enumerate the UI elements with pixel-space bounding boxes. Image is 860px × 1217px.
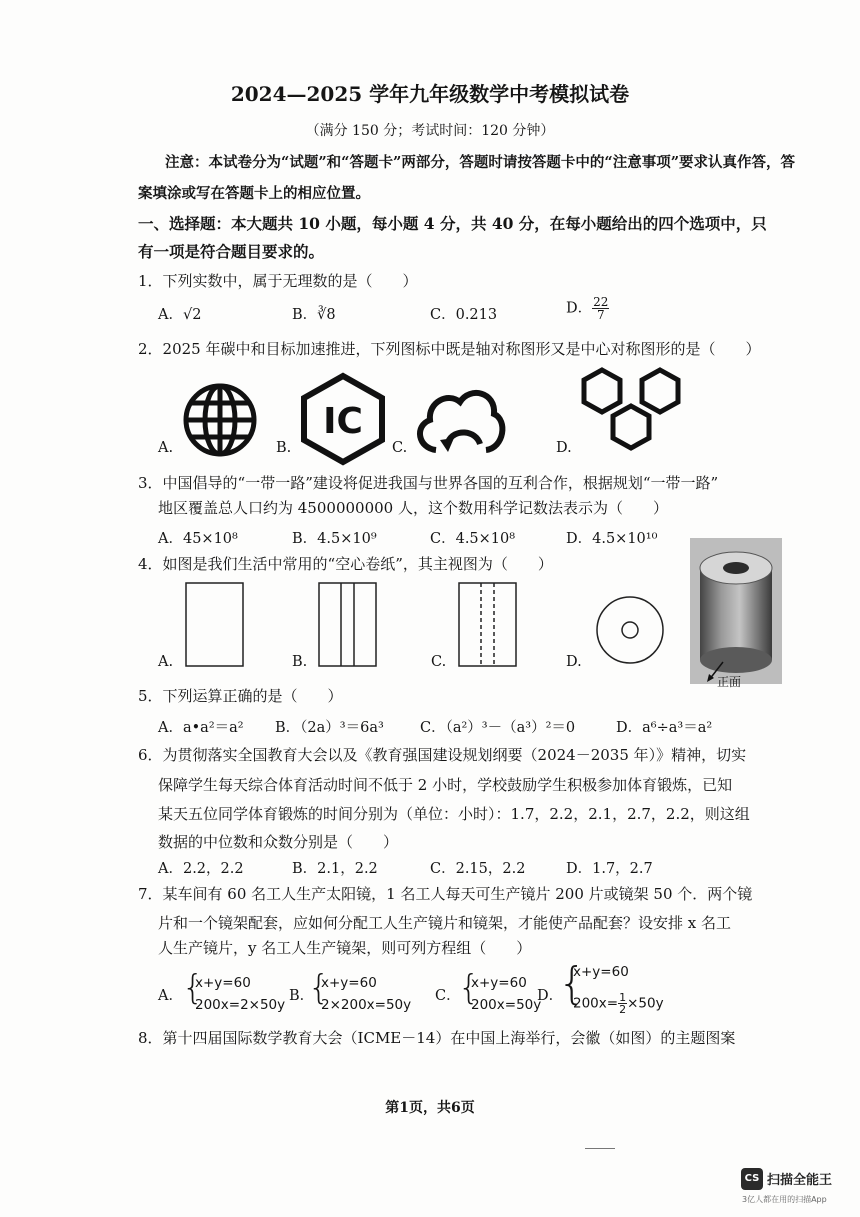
q4-option-c: C.	[431, 654, 447, 670]
q2-option-b: B.	[276, 440, 292, 456]
q7-option-d-eq1: x+y=60	[573, 964, 629, 980]
q7-option-a-label: A．	[158, 988, 183, 1004]
q3-line-2: 地区覆盖总人口约为 4500000000 人，这个数用科学记数法表示为（ ）	[158, 499, 668, 517]
q6-option-b: B．2.1，2.2	[292, 861, 378, 877]
q1-option-b: B．∛8	[292, 307, 336, 323]
q7-option-d-fraction	[618, 992, 627, 1015]
three-hexagons-icon	[578, 366, 684, 456]
q7-option-c-brace: {	[458, 968, 480, 1008]
q7-option-d-fraction-denominator: 2	[619, 1003, 627, 1016]
q4-figure-d	[594, 594, 666, 666]
q6-line-2: 保障学生每天综合体育活动时间不低于 2 小时，学校鼓励学生积极参加体育锻炼，已知	[158, 776, 733, 794]
scan-mark	[585, 1148, 615, 1149]
q3-option-b: B．4.5×10⁹	[292, 531, 377, 547]
q7-line-1: 7．某车间有 60 名工人生产太阳镜，1 名工人每天可生产镜片 200 片或镜架 50 个．两个镜	[138, 885, 753, 903]
q4-figure-c	[458, 582, 518, 668]
q6-line-1: 6．为贯彻落实全国教育大会以及《教育强国建设规划纲要（2024－2035 年）》精神，切实	[138, 746, 747, 764]
q1-option-d	[566, 296, 609, 321]
q3-option-a: A．45×10⁸	[158, 531, 238, 547]
exam-title: 2024—2025 学年九年级数学中考模拟试卷	[230, 82, 630, 106]
q3-line-1: 3．中国倡导的“一带一路”建设将促进我国与世界各国的互利合作，根据规划“一带一路”	[138, 474, 719, 492]
q4-option-b: B.	[292, 654, 308, 670]
q7-option-d-eq2-pre: 200x=	[573, 995, 619, 1012]
q2-option-d: D.	[556, 440, 572, 456]
q1-fraction-denominator: 7	[596, 308, 605, 322]
notice-line-2: 案填涂或写在答题卡上的相应位置。	[138, 185, 370, 202]
photo-front-label: 正面	[717, 675, 742, 689]
q4-figure-b	[318, 582, 378, 668]
q7-line-3: 人生产镜片，y 名工人生产镜架，则可列方程组（ ）	[158, 939, 532, 957]
q3-option-c: C．4.5×10⁸	[430, 531, 516, 547]
q1-stem: 1．下列实数中，属于无理数的是（ ）	[138, 272, 418, 290]
q6-option-d: D．1.7，2.7	[566, 861, 653, 877]
q7-option-a-brace: {	[182, 968, 204, 1008]
q7-line-2: 片和一个镜架配套，应如何分配工人生产镜片和镜架，才能使产品配套？设安排 x 名工	[158, 914, 731, 932]
q7-option-c-label: C．	[435, 988, 461, 1004]
q7-option-d-label: D．	[537, 988, 564, 1004]
section-1-line-2: 有一项是符合题目要求的。	[138, 242, 325, 261]
q7-option-b-brace: {	[308, 968, 330, 1008]
globe-icon	[182, 382, 258, 458]
q7-option-d-eq2-post: ×50y	[627, 995, 664, 1012]
q6-option-c: C．2.15，2.2	[430, 861, 526, 877]
toilet-paper-photo	[690, 538, 782, 686]
q7-option-d-eq2	[573, 992, 664, 1015]
q1-option-d-label: D．	[566, 300, 593, 317]
cloud-recycle-icon	[414, 382, 506, 456]
q1-option-c: C．0.213	[430, 307, 498, 323]
q1-fraction	[592, 296, 609, 321]
q1-fraction-numerator: 22	[593, 295, 609, 309]
q7-option-a-eq2: 200x=2×50y	[195, 997, 286, 1013]
q7-option-b-label: B．	[289, 988, 315, 1004]
q7-option-b-eq1: x+y=60	[321, 975, 377, 991]
q7-option-d-brace: {	[558, 958, 586, 1009]
ic-icon-label: IC	[323, 401, 363, 442]
q7-option-d-fraction-numerator: 1	[619, 991, 627, 1004]
q2-option-c: C.	[392, 440, 408, 456]
q4-option-a: A.	[158, 654, 174, 670]
q4-stem: 4．如图是我们生活中常用的“空心卷纸”，其主视图为（ ）	[138, 555, 553, 573]
q2-option-a: A.	[158, 440, 174, 456]
exam-subtitle: （满分 150 分；考试时间：120 分钟）	[305, 123, 555, 139]
q7-option-c-eq1: x+y=60	[471, 975, 527, 991]
notice-line-1: 注意：本试卷分为“试题”和“答题卡”两部分，答题时请按答题卡中的“注意事项”要求认真作答，答	[165, 154, 796, 171]
q5-option-a: A．a•a²＝a²	[158, 720, 244, 736]
scanner-tagline: 3亿人都在用的扫描App	[742, 1195, 827, 1204]
q2-stem: 2．2025 年碳中和目标加速推进，下列图标中既是轴对称图形又是中心对称图形的是（ ）	[138, 340, 761, 358]
q5-stem: 5．下列运算正确的是（ ）	[138, 687, 343, 705]
page-number: 第1页，共6页	[385, 1100, 475, 1116]
q6-option-a: A．2.2，2.2	[158, 861, 244, 877]
scanner-app-name: 扫描全能王	[767, 1173, 833, 1188]
q5-option-b: B．（2a）³＝6a³	[275, 720, 384, 736]
q4-option-d: D.	[566, 654, 582, 670]
hexagon-ic-icon	[300, 372, 386, 464]
q5-option-d: D．a⁶÷a³＝a²	[616, 720, 713, 736]
q4-figure-a	[185, 582, 245, 668]
q6-line-3: 某天五位同学体育锻炼的时间分别为（单位：小时）：1.7，2.2，2.1，2.7，2.2，则这组	[158, 805, 750, 823]
q7-option-b-eq2: 2×200x=50y	[321, 997, 412, 1013]
q6-line-4: 数据的中位数和众数分别是（ ）	[158, 833, 399, 851]
q3-option-d: D．4.5×10¹⁰	[566, 531, 658, 547]
scanner-logo-icon: CS	[741, 1168, 763, 1190]
q1-option-a: A．√2	[158, 307, 202, 323]
q8-line-1: 8．第十四届国际数学教育大会（ICME－14）在中国上海举行，会徽（如图）的主题图案	[138, 1029, 736, 1047]
section-1-line-1: 一、选择题：本大题共 10 小题，每小题 4 分，共 40 分，在每小题给出的四个选项中，只	[138, 214, 767, 233]
q7-option-a-eq1: x+y=60	[195, 975, 251, 991]
q7-option-c-eq2: 200x=50y	[471, 997, 542, 1013]
q5-option-c: C．（a²）³－（a³）²＝0	[420, 720, 576, 736]
